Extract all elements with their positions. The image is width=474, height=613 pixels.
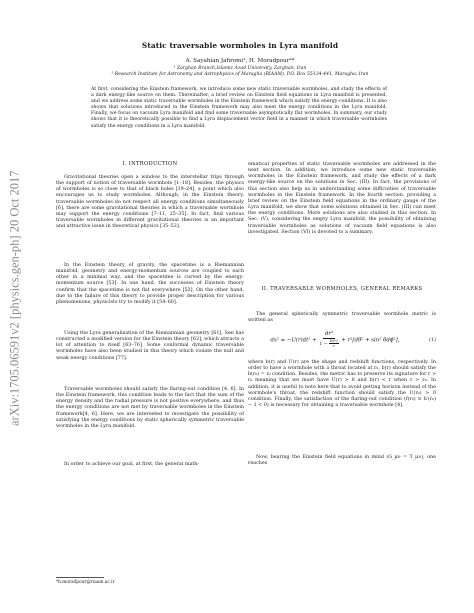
- intro-paragraph-5: In order to achieve our goal, at first, the general math-: [64, 461, 200, 467]
- equation-number: (1): [428, 337, 436, 343]
- section-heading-introduction: I. INTRODUCTION: [122, 161, 178, 167]
- abstract: At first, considering the Einstein framework, we introduce some new static traversable wormholes, and study the effects of a dark energy-like source on them. Thereinafter, a brief review on Einstein field equations in Lyra manifold is presented, and we address some static traversable wormholes in the Einstein framework which satisfy the energy-conditions. It is also shown that solutions introduced in the Einstein framework may also meet the energy conditions in the Lyra manifold. Finally, we focus on vacuum Lyra manifold and find some traversable asymptotically flat wormholes. In summary, our study shows that it is theoretically possible to find a Lyra displacement vector field in a manner in which traversable wormholes satisfy the energy conditions in a Lyra manifold.: [91, 87, 387, 129]
- equation-fraction: [319, 332, 338, 348]
- equation-body: [248, 332, 422, 348]
- field-equations-paragraph: Now, bearing the Einstein field equations in mind (G_μν = T_μν), one reaches: [248, 454, 436, 467]
- fraction-numerator: dr²: [324, 331, 334, 337]
- denominator-prefix: 1 −: [319, 341, 328, 347]
- inner-denominator: r: [332, 342, 335, 348]
- metric-equation: [248, 329, 436, 351]
- inner-numerator: b(r): [330, 337, 338, 343]
- footnote-rule: [56, 577, 104, 578]
- footnote-email: *h.moradpour@riaam.ac.ir: [56, 580, 115, 585]
- author-list: A. Sayahian Jahromi¹, H. Moradpour²*: [185, 58, 295, 64]
- equation-lhs: ds² = −U(r)dt² +: [270, 337, 317, 344]
- equation-rhs: + r²[dθ² + sin² θdϕ²],: [341, 337, 400, 344]
- affiliation-2: ² Research Institute for Astronomy and Astrophysics of Maragha (RIAAM), P.O. Box 55134-441, Maragha, Iran: [111, 72, 369, 77]
- metric-explanation-paragraph: where b(r) and U(r) are the shape and redshift functions, respectively. In order to have a wormhole with a throat located at r₀, b(r) should satisfy the b(r₀) = r₀ condition. Besides, the metric has to preserve its signature for r > r₀ meaning that we must have U(r) > 0 and b(r) < r when r > r₀. In addition, it is useful to note here that to avoid getting horizon instead of the wormhole's throat, the redshift function should satisfy the U(r₀) > 0 condition. Finally, the satisfaction of the flaring-out condition (f(r₀) ≡ b′(r₀) − 1 < 0) is necessary for obtaining a traversable wormhole [4].: [248, 359, 436, 409]
- metric-intro-paragraph: The general spherically symmetric traversable wormhole metric is written as: [248, 311, 436, 324]
- inner-fraction: [329, 339, 339, 348]
- paper-title: Static traversable wormholes in Lyra manifold: [141, 41, 339, 50]
- affiliation-1: ¹ Zarghan Branch,Islamic Azad University, Zarghan, Iran: [173, 66, 307, 71]
- intro-paragraph-2: In the Einstein theory of gravity, the spacetime is a Riemannian manifold, geometry and energy-momentum sources are coupled to each other in a minimal way, and the spacetime is curved by the energy-momentum source [53]. In one hand, the successes of Einstein theory confirm that the spacetime is not flat everywhere [53]. On the other hand, due to the failure of this theory to provide proper description for various phenomenons, physicists try to modify it [54–60].: [56, 262, 244, 305]
- intro-paragraph-4: Traversable wormholes should satisfy the flaring-out condition [4, 6]. In the Einstein framework, this condition leads to the fact that the sum of the energy density and the radial pressure is not positive everywhere, and thus the energy conditions are not met by traversable wormholes in the Einstein framework[4, 6]. Here, we are interested to investigate the possibility of satisfying the energy conditions by static spherically symmetric traversable wormholes in the Lyra manifold.: [56, 386, 244, 429]
- intro-paragraph-1: Gravitational theories open a window to the interstellar trips through the support of notion of traversable wormhole [1–18]. Besides, the physics of wormholes is so close to that of black holes [19–24], a point which also encourages us to study wormholes. Although, in the Einstein theory, traversable wormholes do not respect all energy conditions simultaneously [6], there are some gravitational theories in which a traversable wormhole may support the energy conditions [7–11, 25–35]. In fact, find various traversable wormholes in different gravitational theories is an important and attractive issue in theoretical physics [35–52].: [56, 174, 244, 230]
- intro-paragraph-3: Using the Lyra generalization of the Riemannian geometry [61], Sen has constructed a modified version for the Einstein theory [62], which attracts a lot of attention to itself [63–76]. Some conformal dynamic traversable wormholes have also been studied in this theory which violate the null and weak energy conditions [77].: [56, 330, 244, 361]
- arxiv-identifier-stamp: arXiv:1705.06591v2 [physics.gen-ph] 20 Oct 2017: [7, 170, 22, 426]
- intro-continuation-paragraph: ematical properties of static traversable wormholes are addressed in the next section. In addition, we introduce some new static traversable wormholes in the Einstein framework, and study the effects of a dark energy-like source on the solutions in Sec. (III). In fact, the provisions of this section also help us in understanding some difficulties of traversable wormholes in the Einstein framework. In the fourth section, providing a brief review on the Einstein field equations in the ordinary gauge of the Lyra manifold, we show that some solutions obtained in Sec. (III) can meet the energy conditions. More solutions are also studied in this section. In Sec. (V), considering the empty Lyra manifold, the possibility of obtaining traversable wormholes as solutions of vacuum field equations is also investigated. Section (VI) is devoted to a summary.: [248, 161, 436, 235]
- section-heading-general-remarks: II. TRAVERSABLE WORMHOLES, GENERAL REMARKS: [261, 286, 423, 292]
- fraction-denominator: [319, 339, 338, 348]
